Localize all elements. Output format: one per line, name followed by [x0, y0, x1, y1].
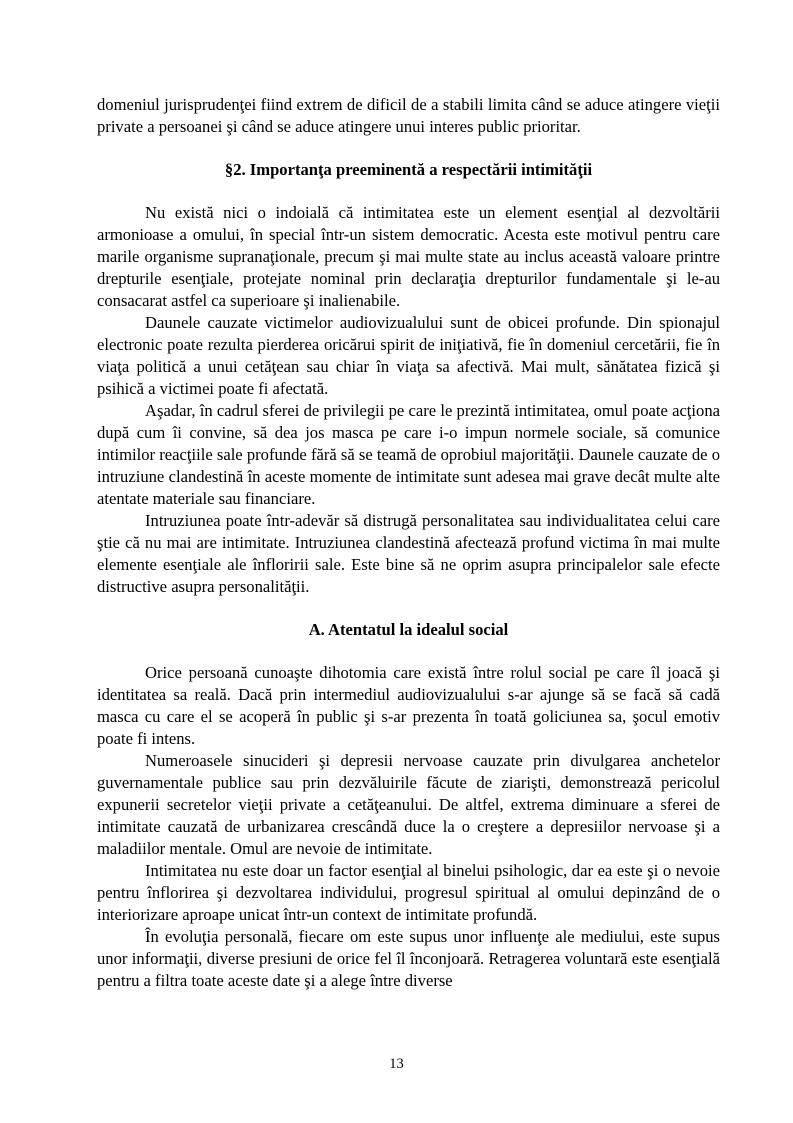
spacer: [97, 181, 720, 202]
section-a-paragraph-4: În evoluţia personală, fiecare om este supus unor influenţe ale mediului, este supus unor informaţii, diverse presiuni de orice fel îl înconjoară. Retragerea voluntară este esenţială pentru a filtra toate aceste date şi a alege între diverse: [97, 927, 720, 990]
page-number: 13: [389, 1056, 404, 1072]
spacer: [97, 138, 720, 159]
section-2-paragraph-1: Nu există nici o indoială că intimitatea este un element esenţial al dezvoltării armonioase a omului, în special într-un sistem democratic. Acesta este motivul pentru care marile organisme supranaţionale, precum şi mai multe state au inclus această valoare printre drepturile esenţiale, protejate nominal prin declaraţia drepturilor fundamentale şi le-au consacarat astfel ca superioare şi inalienabile.: [97, 203, 720, 310]
section-a-paragraph-3: Intimitatea nu este doar un factor esenţial al binelui psihologic, dar ea este şi o nevoie pentru înflorirea şi dezvoltarea individului, progresul spiritual al omului depinzând de o interiorizare aproape unicat într-un context de intimitate profundă.: [97, 861, 720, 924]
spacer: [97, 598, 720, 619]
spacer: [97, 641, 720, 662]
document-page: [97, 94, 720, 992]
intro-paragraph: domeniul jurisprudenţei fiind extrem de dificil de a stabili limita când se aduce atingere vieţii private a persoanei şi când se aduce atingere unui interes public prioritar.: [97, 95, 720, 136]
section-2-paragraph-4: Intruziunea poate într-adevăr să distrugă personalitatea sau individualitatea celui care ştie că nu mai are intimitate. Intruziunea clandestină afectează profund victima în mai multe elemente esenţiale ale înfloririi sale. Este bine să ne oprim asupra principalelor sale efecte distructive asupra personalităţii.: [97, 511, 720, 596]
section-2-paragraph-2: Daunele cauzate victimelor audiovizualului sunt de obicei profunde. Din spionajul electronic poate rezulta pierderea oricărui spirit de iniţiativă, fie în domeniul cercetării, fie în viaţa politică a unui cetăţean sau chiar în viaţa sa afectivă. Mai mult, sănătatea fizică şi psihică a victimei poate fi afectată.: [97, 313, 720, 398]
section-a-paragraph-2: Numeroasele sinucideri şi depresii nervoase cauzate prin divulgarea anchetelor guvernamentale publice sau prin dezvăluirile făcute de ziarişti, demonstrează pericolul expunerii secretelor vieţii private a cetăţeanului. De altfel, extrema diminuare a sferei de intimitate cauzată de urbanizarea crescândă duce la o creştere a depresiilor nervoase şi a maladiilor mentale. Omul are nevoie de intimitate.: [97, 751, 720, 858]
section-2-heading: §2. Importanţa preeminentă a respectării intimităţii: [224, 160, 593, 179]
section-2-paragraph-3: Aşadar, în cadrul sferei de privilegii pe care le prezintă intimitatea, omul poate acţiona după cum îi convine, să dea jos masca pe care i-o impun normele sociale, să comunice intimilor reacţiile sale profunde fără să se teamă de oprobiul majorităţii. Daunele cauzate de o intruziune clandestină în aceste momente de intimitate sunt adesea mai grave decât multe alte atentate materiale sau financiare.: [97, 401, 720, 508]
section-a-paragraph-1: Orice persoană cunoaşte dihotomia care există între rolul social pe care îl joacă şi identitatea sa reală. Dacă prin intermediul audiovizualului s-ar ajunge să se facă să cadă masca cu care el se acoperă în public şi s-ar prezenta în toată goliciunea sa, şocul emotiv poate fi intens.: [97, 663, 720, 748]
section-a-heading: A. Atentatul la idealul social: [308, 620, 509, 639]
